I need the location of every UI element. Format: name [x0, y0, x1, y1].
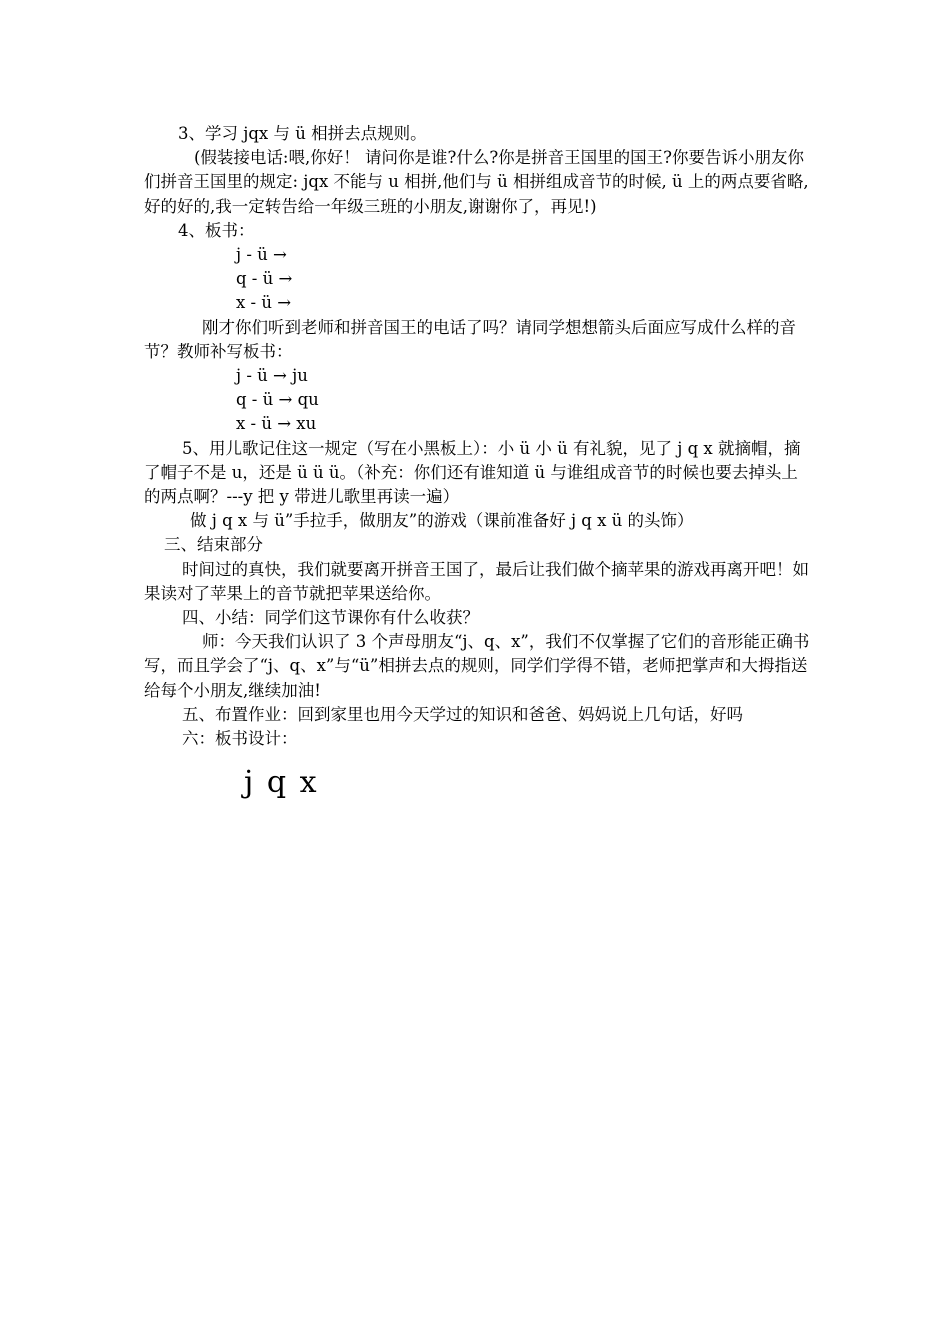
homework-paragraph: 五、布置作业：回到家里也用今天学过的知识和爸爸、妈妈说上几句话，好吗: [182, 704, 743, 724]
nursery-rhyme-paragraph: 5、用儿歌记住这一规定（写在小黑板上）：小 ü 小 ü 有礼貌，见了 j q x 就摘帽，摘了帽子不是 u，还是 ü ü ü。（补充：你们还有谁知道 ü 与谁组成音节的时候也要去掉头上的两点啊？---y 把 y 带进儿歌里再读一遍）: [144, 438, 801, 507]
game-paragraph: 做 j q x 与 ü”手拉手，做朋友”的游戏（课前准备好 j q x ü 的头饰）: [190, 511, 694, 531]
ending-paragraph: 时间过的真快，我们就要离开拼音王国了，最后让我们做个摘苹果的游戏再离开吧！如果读对了苹果上的音节就把苹果送给你。: [144, 559, 809, 603]
board-design-heading: 六：板书设计：: [182, 729, 298, 749]
section-heading-4: 4、板书：: [178, 220, 255, 240]
phone-call-paragraph: (假装接电话:喂,你好！ 请问你是谁?什么?你是拼音王国里的国王?你要告诉小朋友你们拼音王国里的规定: jqx 不能与 u 相拼,他们与 ü 相拼组成音节的时候, ü 上的两点要省略,好的好的,我一定转告给一年级三班的小朋友,谢谢你了，再见!): [144, 148, 809, 216]
teacher-summary-paragraph: 师：今天我们认识了 3 个声母朋友“j、q、x”，我们不仅掌握了它们的音形能正确书写，而且学会了“j、q、x”与“ü”相拼去点的规则，同学们学得不错，老师把掌声和大拇指送给每个小朋友,继续加油!: [144, 632, 810, 700]
board-line: x - ü →: [236, 293, 292, 313]
board-list-1: [144, 243, 814, 316]
section-heading-3: 3、学习 jqx 与 ü 相拼去点规则。: [178, 124, 427, 143]
board-line: x - ü → xu: [236, 414, 317, 434]
board-design-letters: j q x: [244, 765, 319, 801]
board-line: q - ü →: [236, 269, 293, 289]
section-heading-3-end: 三、结束部分: [164, 535, 263, 555]
board-line: j - ü → ju: [236, 366, 308, 386]
board-list-2: [144, 364, 814, 437]
board-line: q - ü → qu: [236, 390, 319, 410]
question-paragraph: 刚才你们听到老师和拼音国王的电话了吗？请同学想想箭头后面应写成什么样的音节？教师补写板书：: [144, 317, 796, 361]
summary-heading: 四、小结：同学们这节课你有什么收获？: [182, 608, 479, 628]
document-body: [144, 122, 814, 803]
board-line: j - ü →: [236, 245, 287, 265]
